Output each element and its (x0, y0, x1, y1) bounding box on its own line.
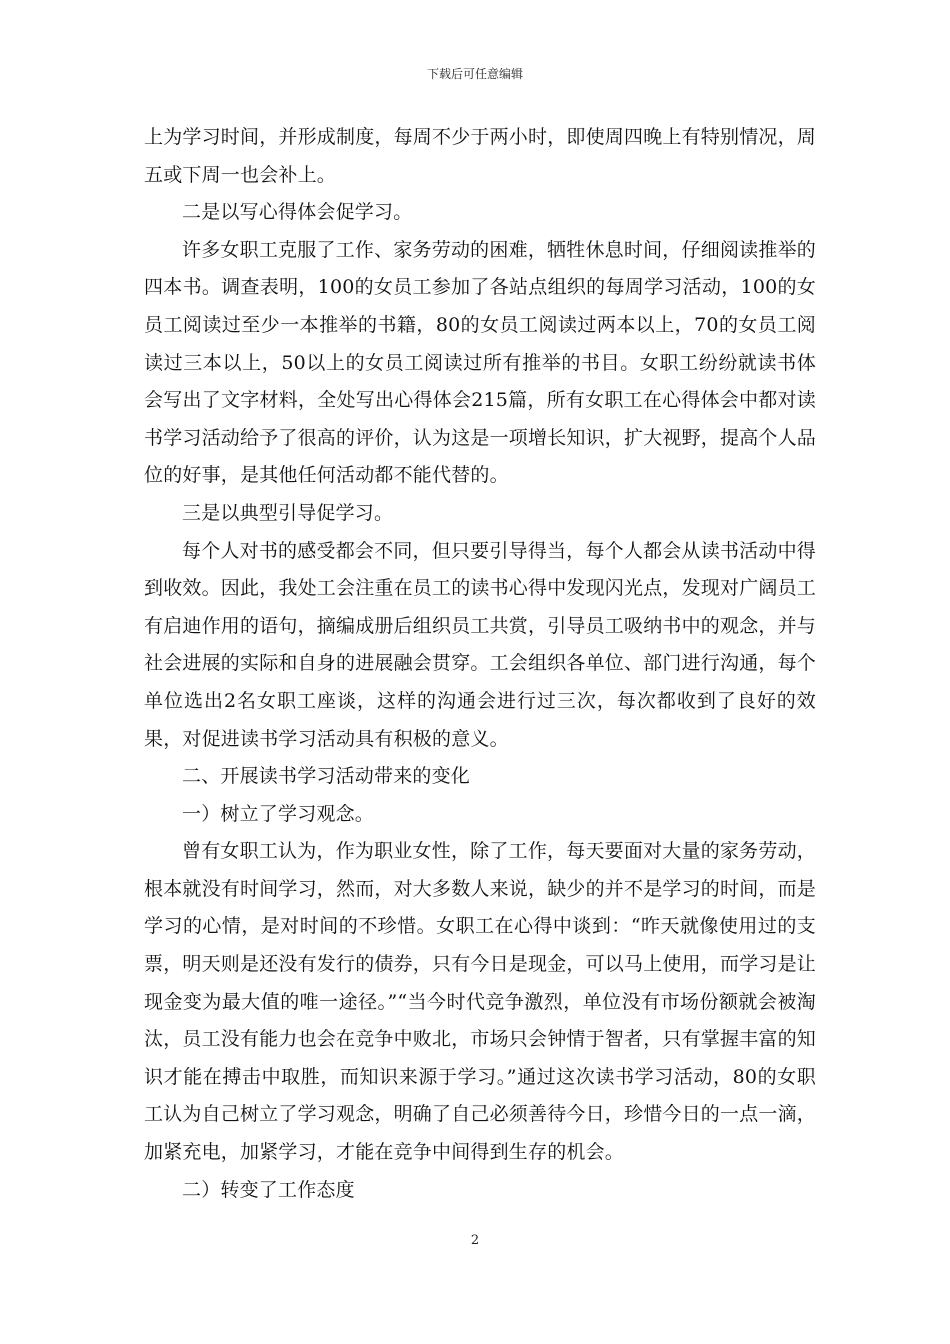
paragraph: 上为学习时间，并形成制度，每周不少于两小时，即使周四晚上有特别情况，周五或下周一也会补上。 (144, 126, 817, 186)
subsection-heading: 二）转变了工作态度 (182, 1178, 355, 1201)
paragraph: 曾有女职工认为，作为职业女性，除了工作，每天要面对大量的家务劳动，根本就没有时间学习，然而，对大多数人来说，缺少的并不是学习的时间，而是学习的心情，是对时间的不珍惜。女职工在心得中谈到：“昨天就像使用过的支票，明天则是还没有发行的债券，只有今日是现金，可以马上使用，而学习是让现金变为最大值的唯一途径。”“当今时代竞争激烈，单位没有市场份额就会被淘汰，员工没有能力也会在竞争中败北，市场只会钟情于智者，只有掌握丰富的知识才能在搏击中取胜，而知识来源于学习。”通过这次读书学习活动，80的女职工认为自己树立了学习观念，明确了自己必须善待今日，珍惜今日的一点一滴，加紧充电，加紧学习，才能在竞争中间得到生存的机会。 (144, 840, 817, 1164)
page-number: 2 (470, 1233, 480, 1248)
document-body (144, 119, 816, 1209)
section-heading: 二是以写心得体会促学习。 (182, 201, 413, 224)
paragraph: 许多女职工克服了工作、家务劳动的困难，牺牲休息时间，仔细阅读推举的四本书。调查表明，100的女员工参加了各站点组织的每周学习活动，100的女员工阅读过至少一本推举的书籍，80的女员工阅读过两本以上，70的女员工阅读过三本以上，50以上的女员工阅读过所有推举的书目。女职工纷纷就读书体会写出了文字材料，全处写出心得体会215篇，所有女职工在心得体会中都对读书学习活动给予了很高的评价，认为这是一项增长知识，扩大视野，提高个人品位的好事，是其他任何活动都不能代替的。 (144, 238, 817, 487)
subsection-heading: 一）树立了学习观念。 (182, 802, 375, 825)
paragraph: 每个人对书的感受都会不同，但只要引导得当，每个人都会从读书活动中得到收效。因此，我处工会注重在员工的读书心得中发现闪光点，发现对广阔员工有启迪作用的语句，摘编成册后组织员工共赏，引导员工吸纳书中的观念，并与社会进展的实际和自身的进展融会贯穿。工会组织各单位、部门进行沟通，每个单位选出2名女职工座谈，这样的沟通会进行过三次，每次都收到了良好的效果，对促进读书学习活动具有积极的意义。 (144, 539, 817, 750)
page-header: 下载后可任意编辑 (426, 67, 523, 81)
section-heading: 二、开展读书学习活动带来的变化 (182, 765, 471, 788)
section-heading: 三是以典型引导促学习。 (182, 501, 394, 524)
